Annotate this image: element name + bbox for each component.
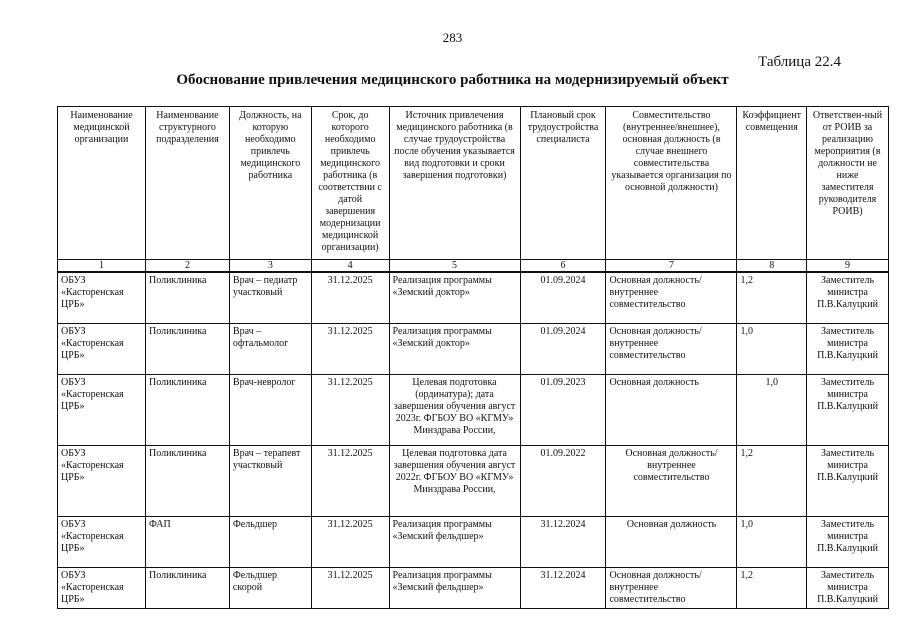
column-header: Плановый срок трудоустройства специалиста xyxy=(520,107,606,260)
table-cell: Основная должность/внутреннее совместительство xyxy=(606,568,737,609)
table-cell: Целевая подготовка дата завершения обучения август 2022г. ФГБОУ ВО «КГМУ» Минздрава России, xyxy=(389,446,520,517)
table-cell: ОБУЗ «Касторенская ЦРБ» xyxy=(58,324,146,375)
column-number-row xyxy=(58,260,889,273)
table-row xyxy=(58,324,889,375)
table-cell: Фельдшер скорой xyxy=(229,568,311,609)
table-cell: Фельдшер xyxy=(229,517,311,568)
table-row xyxy=(58,517,889,568)
document-title: Обоснование привлечения медицинского работника на модернизируемый объект xyxy=(176,72,729,88)
table-cell: Основная должность/внутреннее совместительство xyxy=(606,272,737,324)
table-cell: 31.12.2025 xyxy=(311,324,389,375)
table-row xyxy=(58,568,889,609)
table-cell: Врач – педиатр участковый xyxy=(229,272,311,324)
column-number: 1 xyxy=(58,260,146,273)
table-cell: 31.12.2025 xyxy=(311,272,389,324)
table-cell: ФАП xyxy=(146,517,230,568)
table-cell: 1,2 xyxy=(737,446,807,517)
table-cell: Реализация программы «Земский доктор» xyxy=(389,324,520,375)
table-cell: ОБУЗ «Касторенская ЦРБ» xyxy=(58,446,146,517)
table-cell: 01.09.2024 xyxy=(520,272,606,324)
table-cell: Реализация программы «Земский фельдшер» xyxy=(389,517,520,568)
table-cell: 01.09.2024 xyxy=(520,324,606,375)
table-cell: Заместитель министра П.В.Калуцкий xyxy=(807,272,889,324)
table-cell: Врач – офтальмолог xyxy=(229,324,311,375)
table-cell: ОБУЗ «Касторенская ЦРБ» xyxy=(58,375,146,446)
table-row xyxy=(58,446,889,517)
table-cell: ОБУЗ «Касторенская ЦРБ» xyxy=(58,568,146,609)
table-cell: Основная должность xyxy=(606,517,737,568)
column-header: Совместительство (внутреннее/внешнее), основная должность (в случае внешнего совместительства указывается организация по основной должности) xyxy=(606,107,737,260)
table-cell: Заместитель министра П.В.Калуцкий xyxy=(807,517,889,568)
table-cell: 31.12.2025 xyxy=(311,568,389,609)
column-number: 7 xyxy=(606,260,737,273)
table-cell: ОБУЗ «Касторенская ЦРБ» xyxy=(58,272,146,324)
column-header: Наименование структурного подразделения xyxy=(146,107,230,260)
table-cell: Заместитель министра П.В.Калуцкий xyxy=(807,568,889,609)
table-cell: Реализация программы «Земский доктор» xyxy=(389,272,520,324)
table-cell: 31.12.2025 xyxy=(311,375,389,446)
table-cell: Реализация программы «Земский фельдшер» xyxy=(389,568,520,609)
table-cell: 1,0 xyxy=(737,324,807,375)
table-cell: Заместитель министра П.В.Калуцкий xyxy=(807,446,889,517)
table-cell: Поликлиника xyxy=(146,324,230,375)
table-cell: ОБУЗ «Касторенская ЦРБ» xyxy=(58,517,146,568)
table-cell: 1,2 xyxy=(737,568,807,609)
table-cell: Врач-невролог xyxy=(229,375,311,446)
table-cell: 31.12.2024 xyxy=(520,568,606,609)
column-number: 8 xyxy=(737,260,807,273)
table-cell: Основная должность/внутреннее совместительство xyxy=(606,446,737,517)
table-cell: Заместитель министра П.В.Калуцкий xyxy=(807,324,889,375)
page-number: 283 xyxy=(442,30,463,45)
table-cell: 1,2 xyxy=(737,272,807,324)
staffing-table xyxy=(57,106,889,609)
column-header: Ответствен-ный от РОИВ за реализацию мероприятия (в должности не ниже заместителя руководителя РОИВ) xyxy=(807,107,889,260)
table-cell: 31.12.2024 xyxy=(520,517,606,568)
table-cell: 31.12.2025 xyxy=(311,517,389,568)
table-cell: Врач – терапевт участковый xyxy=(229,446,311,517)
table-row xyxy=(58,375,889,446)
column-header: Наименование медицинской организации xyxy=(58,107,146,260)
column-header: Срок, до которого необходимо привлечь медицинского работника (в соответствии с датой завершения модернизации медицинской организации) xyxy=(311,107,389,260)
column-number: 9 xyxy=(807,260,889,273)
table-cell: Поликлиника xyxy=(146,446,230,517)
table-cell: 31.12.2025 xyxy=(311,446,389,517)
column-number: 4 xyxy=(311,260,389,273)
table-cell: 1,0 xyxy=(737,517,807,568)
table-cell: Основная должность xyxy=(606,375,737,446)
table-cell: Поликлиника xyxy=(146,375,230,446)
table-row xyxy=(58,272,889,324)
table-cell: Основная должность/внутреннее совместительство xyxy=(606,324,737,375)
table-cell: Поликлиника xyxy=(146,568,230,609)
table-cell: 01.09.2023 xyxy=(520,375,606,446)
header-row xyxy=(58,107,889,260)
column-number: 6 xyxy=(520,260,606,273)
column-header: Источник привлечения медицинского работника (в случае трудоустройства после обучения указывается вид подготовки и сроки завершения подготовки) xyxy=(389,107,520,260)
column-number: 5 xyxy=(389,260,520,273)
table-cell: Поликлиника xyxy=(146,272,230,324)
column-header: Коэффициент совмещения xyxy=(737,107,807,260)
table-label: Таблица 22.4 xyxy=(758,54,841,70)
table-cell: 1,0 xyxy=(737,375,807,446)
table-cell: Целевая подготовка (ординатура); дата завершения обучения август 2023г. ФГБОУ ВО «КГМУ» Минздрава России, xyxy=(389,375,520,446)
column-number: 3 xyxy=(229,260,311,273)
column-header: Должность, на которую необходимо привлечь медицинского работника xyxy=(229,107,311,260)
table-cell: Заместитель министра П.В.Калуцкий xyxy=(807,375,889,446)
column-number: 2 xyxy=(146,260,230,273)
table-cell: 01.09.2022 xyxy=(520,446,606,517)
